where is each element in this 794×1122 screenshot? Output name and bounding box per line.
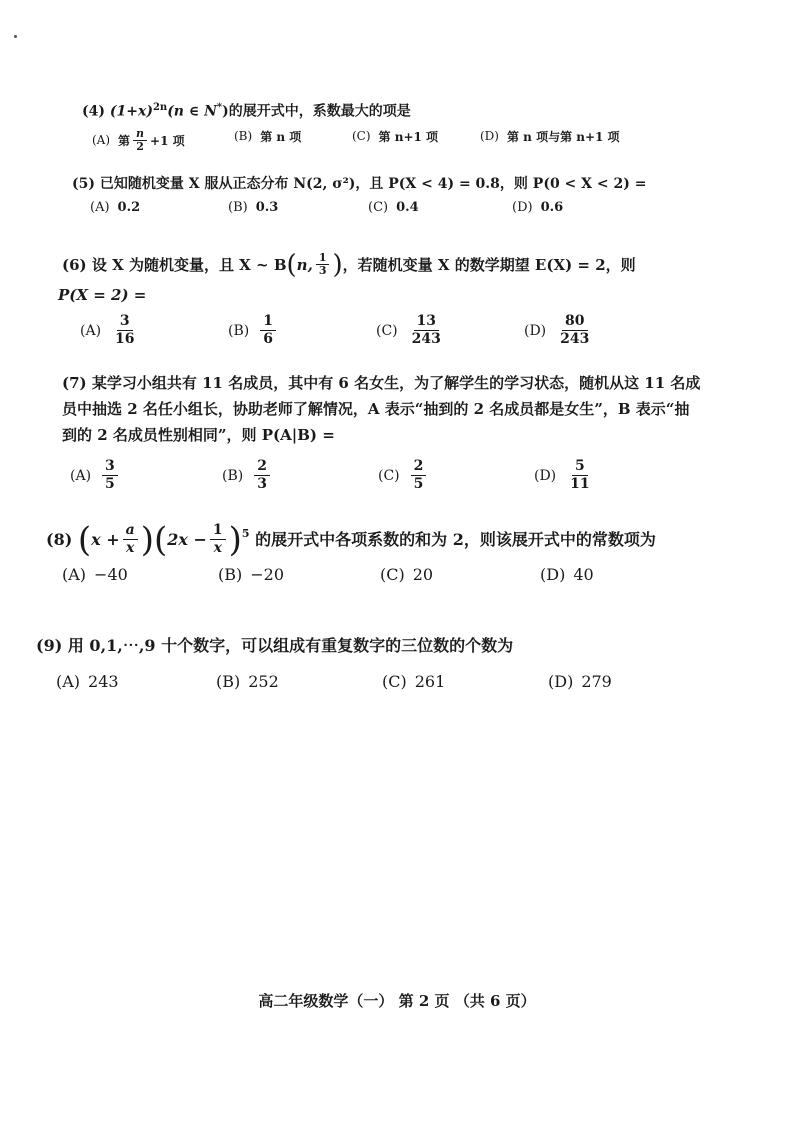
option-a: (A) 第 $\frac{n}{2}$ +1 项: [92, 126, 185, 153]
option-d: (D) 第 n 项与第 n+1 项: [480, 129, 620, 144]
question-8-options: [46, 565, 746, 597]
option-c: (C) $\frac{2}{5}$: [378, 458, 429, 493]
option-a: (A) $\frac{3}{16}$: [80, 313, 135, 347]
option-d: (D) $\frac{5}{11}$: [534, 458, 590, 492]
question-5-options: [72, 200, 772, 230]
option-c: (C) $\frac{13}{243}$: [376, 313, 441, 347]
question-9-options: [36, 672, 736, 704]
question-7-stem: (7) 某学习小组共有 11 名成员，其中有 6 名女生，为了解学生的学习状态，随机从这 11 名成员中抽选 2 名任小组长，协助老师了解情况，A 表示“抽到的 2 名成员都是女生”，B 表示“抽到的 2 名成员性别相同”，则 P(A|B) =: [62, 374, 701, 444]
question-6-options: [62, 313, 762, 357]
question-5: [72, 172, 772, 230]
option-b: (B) 0.3: [228, 200, 279, 215]
question-9: [36, 634, 736, 704]
option-a: (A) 0.2: [90, 200, 141, 215]
option-d: (D) 40: [540, 565, 594, 584]
option-b: (B) 第 n 项: [234, 129, 302, 144]
scan-dot: [14, 35, 17, 38]
option-c: (C) 261: [382, 672, 446, 691]
question-4: [82, 96, 782, 162]
option-a: (A) −40: [62, 565, 128, 584]
option-d: (D) $\frac{80}{243}$: [524, 313, 590, 347]
question-6-stem: (6) 设 X 为随机变量，且 X ~ B ( n, $\frac{1}{3}$ ) ，若随机变量 X 的数学期望 E(X) = 2，则: [62, 249, 636, 280]
question-7: [62, 370, 702, 502]
question-8-stem: (8) ( x + $\frac{a}{x}$ ) ( 2x − $\frac{1}{x}$ ) $^5$ 的展开式中各项系数的和为 2，则该展开式中的常数项为: [46, 519, 656, 560]
option-b: (B) $\frac{1}{6}$: [228, 313, 279, 348]
option-c: (C) 0.4: [368, 200, 419, 215]
page-footer: 高二年级数学（一） 第 2 页 （共 6 页）: [258, 992, 536, 1010]
option-d: (D) 0.6: [512, 200, 564, 215]
question-8: [46, 519, 746, 597]
question-5-stem: (5) 已知随机变量 X 服从正态分布 N(2, σ²)，且 P(X < 4) = 0.8，则 P(0 < X < 2) =: [72, 176, 647, 192]
option-c: (C) 20: [380, 565, 434, 584]
question-4-options: [82, 128, 782, 162]
option-a: (A) $\frac{3}{5}$: [70, 458, 121, 493]
question-7-options: [62, 458, 702, 502]
option-b: (B) −20: [218, 565, 285, 584]
option-b: (B) $\frac{2}{3}$: [222, 458, 273, 493]
question-6: [58, 249, 762, 357]
question-9-stem: (9) 用 0,1,⋯,9 十个数字，可以组成有重复数字的三位数的个数为: [36, 636, 514, 655]
option-c: (C) 第 n+1 项: [352, 129, 439, 144]
option-d: (D) 279: [548, 672, 612, 691]
question-4-stem: (4) $(1+x)^{2n}(n$ ∈ N*)的展开式中，系数最大的项是: [82, 102, 411, 120]
option-b: (B) 252: [216, 672, 279, 691]
option-a: (A) 243: [56, 672, 119, 691]
question-6-stem-line2: P(X = 2) =: [58, 286, 147, 304]
